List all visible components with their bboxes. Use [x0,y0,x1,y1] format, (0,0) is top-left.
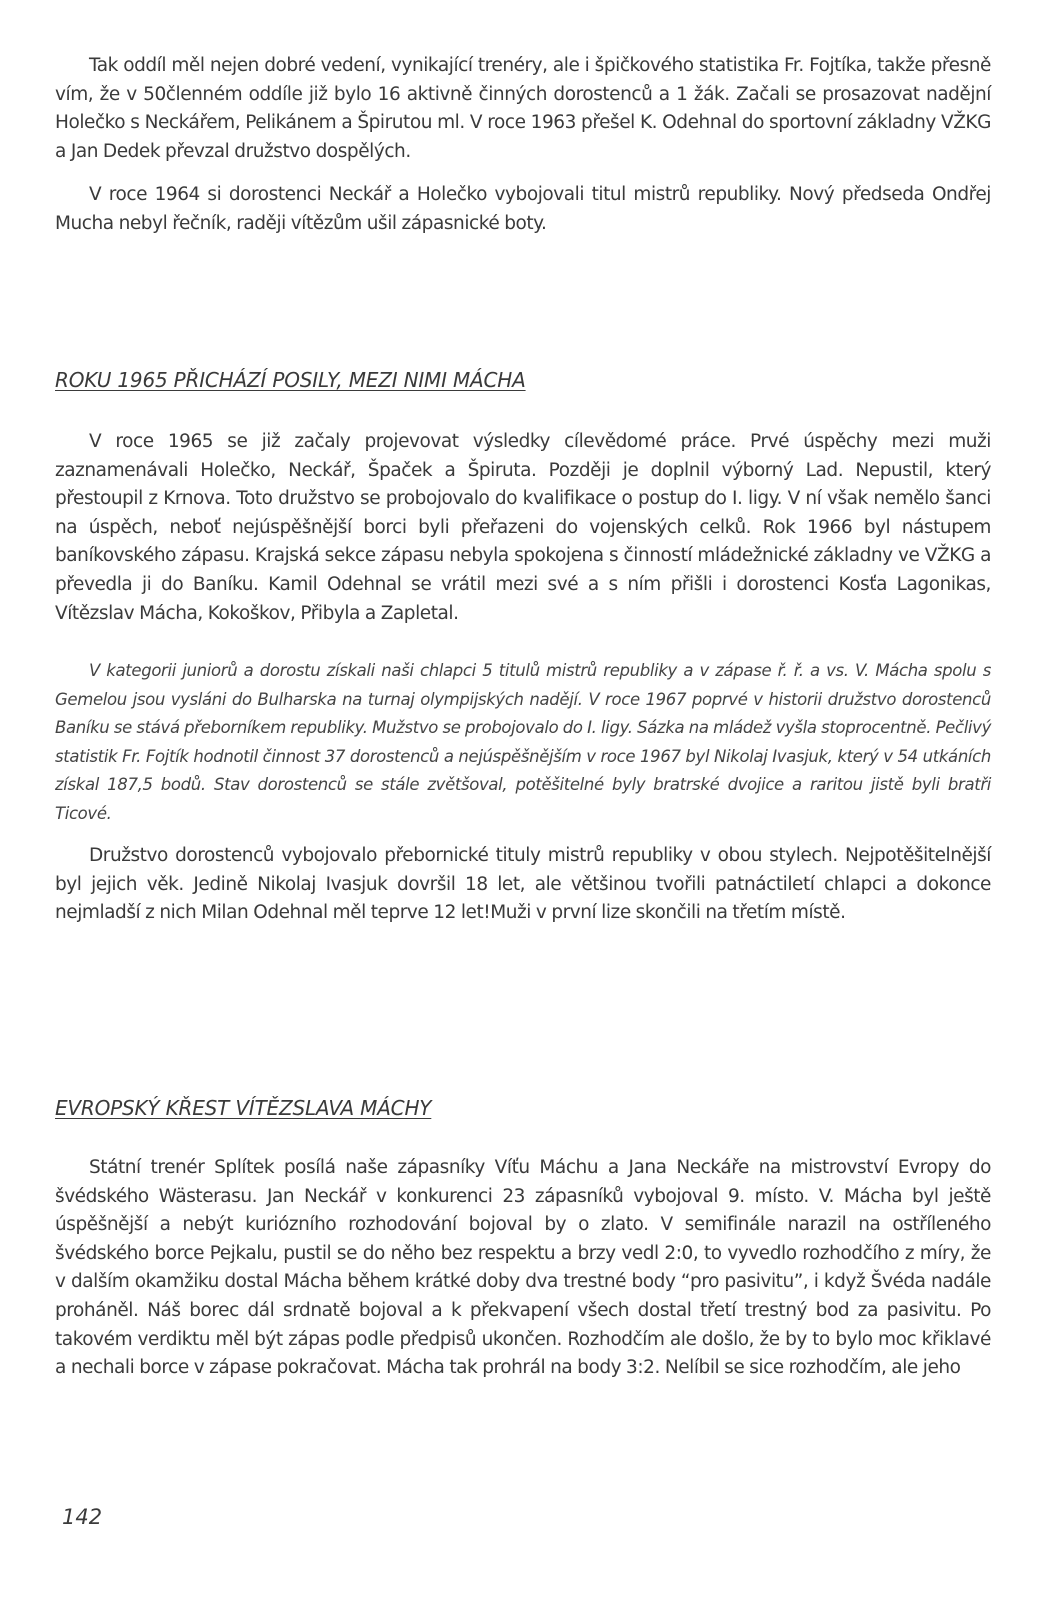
intro-paragraph-2: V roce 1964 si dorostenci Neckář a Holečko vybojovali titul mistrů republiky. Nový předseda Ondřej Mucha nebyl řečník, raději vítězům ušil zápasnické boty. [55,184,991,234]
page-number: 142 [62,1505,103,1529]
section-heading-1965: ROKU 1965 PŘICHÁZÍ POSILY, MEZI NIMI MÁCHA [55,368,526,392]
intro-paragraph-1: Tak oddíl měl nejen dobré vedení, vynikající trenéry, ale i špičkového statistika Fr. Fojtíka, takže přesně vím, že v 50členném oddíle již bylo 16 aktivně činných dorostenců a 1 žák. Začali se prosazovat nadějní Holečko s Neckářem, Pelikánem a Špirutou ml. V roce 1963 přešel K. Odehnal do sportovní základny VŽKG a Jan Dedek převzal družstvo dospělých. [55,55,991,162]
section-heading-european: EVROPSKÝ KŘEST VÍTĚZSLAVA MÁCHY [55,1096,432,1120]
section1-paragraph-3: Družstvo dorostenců vybojovalo přebornické tituly mistrů republiky v obou stylech. Nejpotěšitelnější byl jejich věk. Jedině Nikolaj Ivasjuk dovršil 18 let, ale většinou tvořili patnáctiletí chlapci a dokonce nejmladší z nich Milan Odehnal měl teprve 12 let!Muži v první lize skončili na třetím místě. [55,845,991,924]
section1-paragraph-2: V kategorii juniorů a dorostu získali naši chlapci 5 titulů mistrů republiky a v zápase ř. ř. a vs. V. Mácha spolu s Gemelou jsou vysláni do Bulharska na turnaj olympijských nadějí. V roce 1967 poprvé v historii družstvo dorostenců Baníku se stává přeborníkem republiky. Mužstvo se probojovalo do I. ligy. Sázka na mládež vyšla stoprocentně. Pečlivý statistik Fr. Fojtík hodnotil činnost 37 dorostenců a nejúspěšnějším v roce 1967 byl Nikolaj Ivasjuk, který v 54 utkáních získal 187,5 bodů. Stav dorostenců se stále zvětšoval, potěšitelné byly bratrské dvojice a raritou jistě byli bratři Ticové. [55,661,991,823]
section2-paragraph-1: Státní trenér Splítek posílá naše zápasníky Víťu Máchu a Jana Neckáře na mistrovství Evropy do švédského Wästerasu. Jan Neckář v konkurenci 23 zápasníků vybojoval 9. místo. V. Mácha byl ještě úspěšnější a nebýt kuriózního rozhodování bojoval by o zlato. V semifinále narazil na ostříleného švédského borce Pejkalu, pustil se do něho bez respektu a brzy vedl 2:0, to vyvedlo rozhodčího z míry, že v dalším okamžiku dostal Mácha během krátké doby dva trestné body “pro pasivitu”, i když Švéda nadále proháněl. Náš borec dál srdnatě bojoval a k překvapení všech dostal třetí trestný bod za pasivitu. Po takovém verdiktu měl být zápas podle předpisů ukončen. Rozhodčím ale došlo, že by to bylo moc křiklavé a nechali borce v zápase pokračovat. Mácha tak prohrál na body 3:2. Nelíbil se sice rozhodčím, ale jeho [55,1157,991,1379]
section1-paragraph-1: V roce 1965 se již začaly projevovat výsledky cílevědomé práce. Prvé úspěchy mezi muži zaznamenávali Holečko, Neckář, Špaček a Špiruta. Později je doplnil výborný Lad. Nepustil, který přestoupil z Krnova. Toto družstvo se probojovalo do kvalifikace o postup do I. ligy. V ní však nemělo šanci na úspěch, neboť nejúspěšnější borci byli přeřazeni do vojenských celků. Rok 1966 byl nástupem baníkovského zápasu. Krajská sekce zápasu nebyla spokojena s činností mládežnické základny ve VŽKG a převedla ji do Baníku. Kamil Odehnal se vrátil mezi své a s ním přišli i dorostenci Kosťa Lagonikas, Vítězslav Mácha, Kokoškov, Přibyla a Zapletal. [55,431,991,624]
